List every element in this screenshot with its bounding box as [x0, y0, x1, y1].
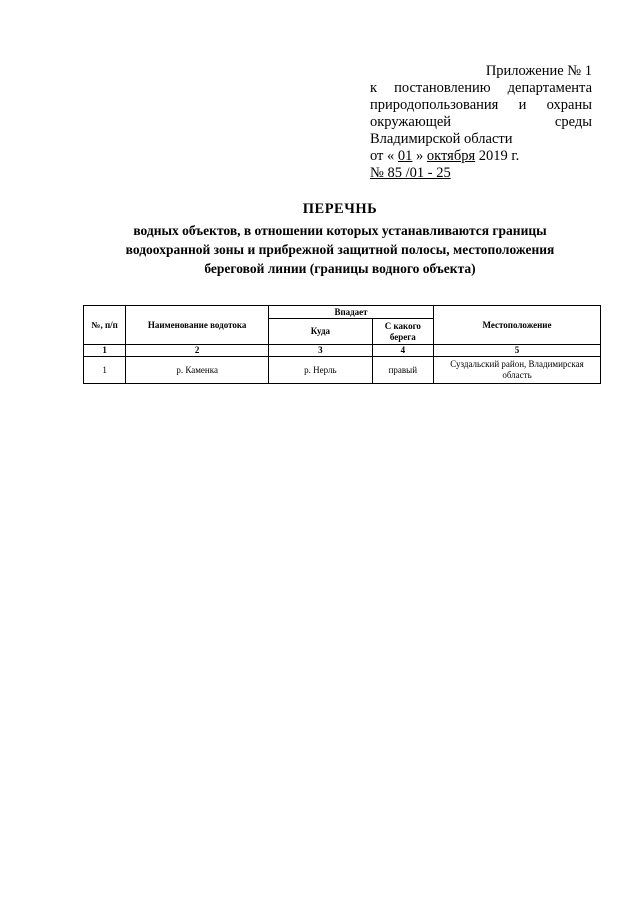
cell-where: р. Нерль [269, 357, 373, 384]
date-day: 01 [397, 148, 413, 164]
column-number: 5 [434, 345, 601, 357]
cell-location: Суздальский район, Владимирская область [434, 357, 601, 384]
header-num: №, п/п [84, 306, 126, 345]
date-prefix: от « [370, 148, 395, 164]
header-flows: Впадает [269, 306, 434, 319]
date-month: октября [426, 148, 476, 164]
document-title-block [80, 200, 600, 278]
column-number: 4 [372, 345, 433, 357]
column-number: 1 [84, 345, 126, 357]
column-number: 2 [126, 345, 269, 357]
appendix-date [370, 148, 592, 165]
appendix-number: № 85 /01 - 25 [370, 165, 451, 181]
cell-num: 1 [84, 357, 126, 384]
appendix-line-5: Владимирской области [370, 131, 513, 147]
date-mid: » [416, 148, 424, 164]
document-title: ПЕРЕЧНЬ [302, 201, 378, 217]
appendix-line-4: окружающей среды [370, 114, 592, 130]
column-number-row [84, 345, 601, 357]
cell-name: р. Каменка [126, 357, 269, 384]
appendix-line-3: природопользования и охраны [370, 97, 592, 113]
header-location: Местоположение [434, 306, 601, 345]
header-name: Наименование водотока [126, 306, 269, 345]
table-row [84, 357, 601, 384]
appendix-line-1: Приложение № 1 [485, 63, 592, 79]
appendix-header [370, 63, 592, 182]
appendix-line-2: к постановлению департамента [370, 80, 592, 96]
water-objects-table [83, 305, 601, 384]
header-where: Куда [269, 319, 373, 345]
header-bank: С какого берега [372, 319, 433, 345]
column-number: 3 [269, 345, 373, 357]
document-subtitle: водных объектов, в отношении которых устанавливаются границы водоохранной зоны и прибрежной защитной полосы, местоположения береговой линии (границы водного объекта) [125, 223, 555, 276]
date-year: 2019 г. [478, 148, 520, 164]
cell-bank: правый [372, 357, 433, 384]
